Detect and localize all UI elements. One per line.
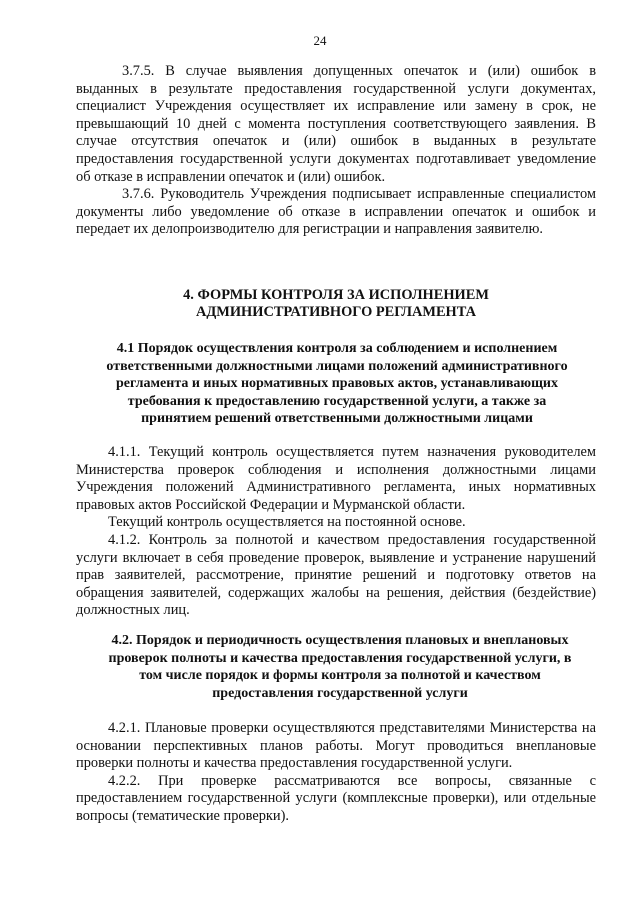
paragraph-4-1-1-cont: Текущий контроль осуществляется на постоянной основе. xyxy=(108,514,466,531)
subsection-4-1-title: 4.1 Порядок осуществления контроля за соблюдением и исполнением ответственными должностными лицами положений административного регламента и иных нормативных правовых актов, устанавливающих требования к предоставлению государственной услуги, а также за принятием решений ответственными должностными лицами xyxy=(106,341,568,427)
page-number: 24 xyxy=(313,33,327,48)
section-3-7-continued xyxy=(76,63,596,239)
paragraph-3-7-6: 3.7.6. Руководитель Учреждения подписывает исправленные специалистом документы либо уведомление об отказе в исправлении опечаток и ошибок и передает их делопроизводителю для регистрации и направления заявителю. xyxy=(76,186,596,238)
subsection-4-1-heading xyxy=(92,340,582,428)
subsection-4-2-body xyxy=(76,720,596,826)
subsection-4-2-heading xyxy=(100,632,580,702)
paragraph-3-7-5: 3.7.5. В случае выявления допущенных опечаток и (или) ошибок в выданных в результате предоставления государственной услуги документах, специалист Учреждения осуществляет их исправление или замену в срок, не превышающий 10 дней с момента поступления соответствующего заявления. В случае отсутствия опечаток и (или) ошибок в выданных в результате предоставления государственной услуги документах подготавливает уведомление об отказе в исправлении опечаток и (или) ошибок. xyxy=(76,63,596,185)
section-4-heading xyxy=(76,287,596,321)
paragraph-4-1-1: 4.1.1. Текущий контроль осуществляется путем назначения руководителем Министерства проверок соблюдения и исполнения должностными лицами Учреждения положений Административного регламента, иных нормативных правовых актов Российской Федерации и Мурманской области. xyxy=(76,444,596,513)
section-4-title-line1: 4. ФОРМЫ КОНТРОЛЯ ЗА ИСПОЛНЕНИЕМ xyxy=(183,287,489,303)
subsection-4-1-body xyxy=(76,444,596,620)
subsection-4-2-title: 4.2. Порядок и периодичность осуществления плановых и внеплановых проверок полноты и качества предоставления государственной услуги, в том числе порядок и формы контроля за полнотой и качеством предоставления государственной услуги xyxy=(108,633,572,701)
section-4-title-line2: АДМИНИСТРАТИВНОГО РЕГЛАМЕНТА xyxy=(195,304,477,320)
paragraph-4-2-1: 4.2.1. Плановые проверки осуществляются представителями Министерства на основании перспективных планов работы. Могут проводиться внеплановые проверки полноты и качества предоставления государственной услуги. xyxy=(76,720,596,772)
paragraph-4-2-2: 4.2.2. При проверке рассматриваются все вопросы, связанные с предоставлением государственной услуги (комплексные проверки), или отдельные вопросы (тематические проверки). xyxy=(76,772,596,824)
paragraph-4-1-2: 4.1.2. Контроль за полнотой и качеством предоставления государственной услуги включает в себя проведение проверок, выявление и устранение нарушений прав заявителей, рассмотрение, принятие решений и подготовку ответов на обращения заявителей, содержащих жалобы на решения, действия (бездействие) должностных лиц. xyxy=(76,531,596,619)
